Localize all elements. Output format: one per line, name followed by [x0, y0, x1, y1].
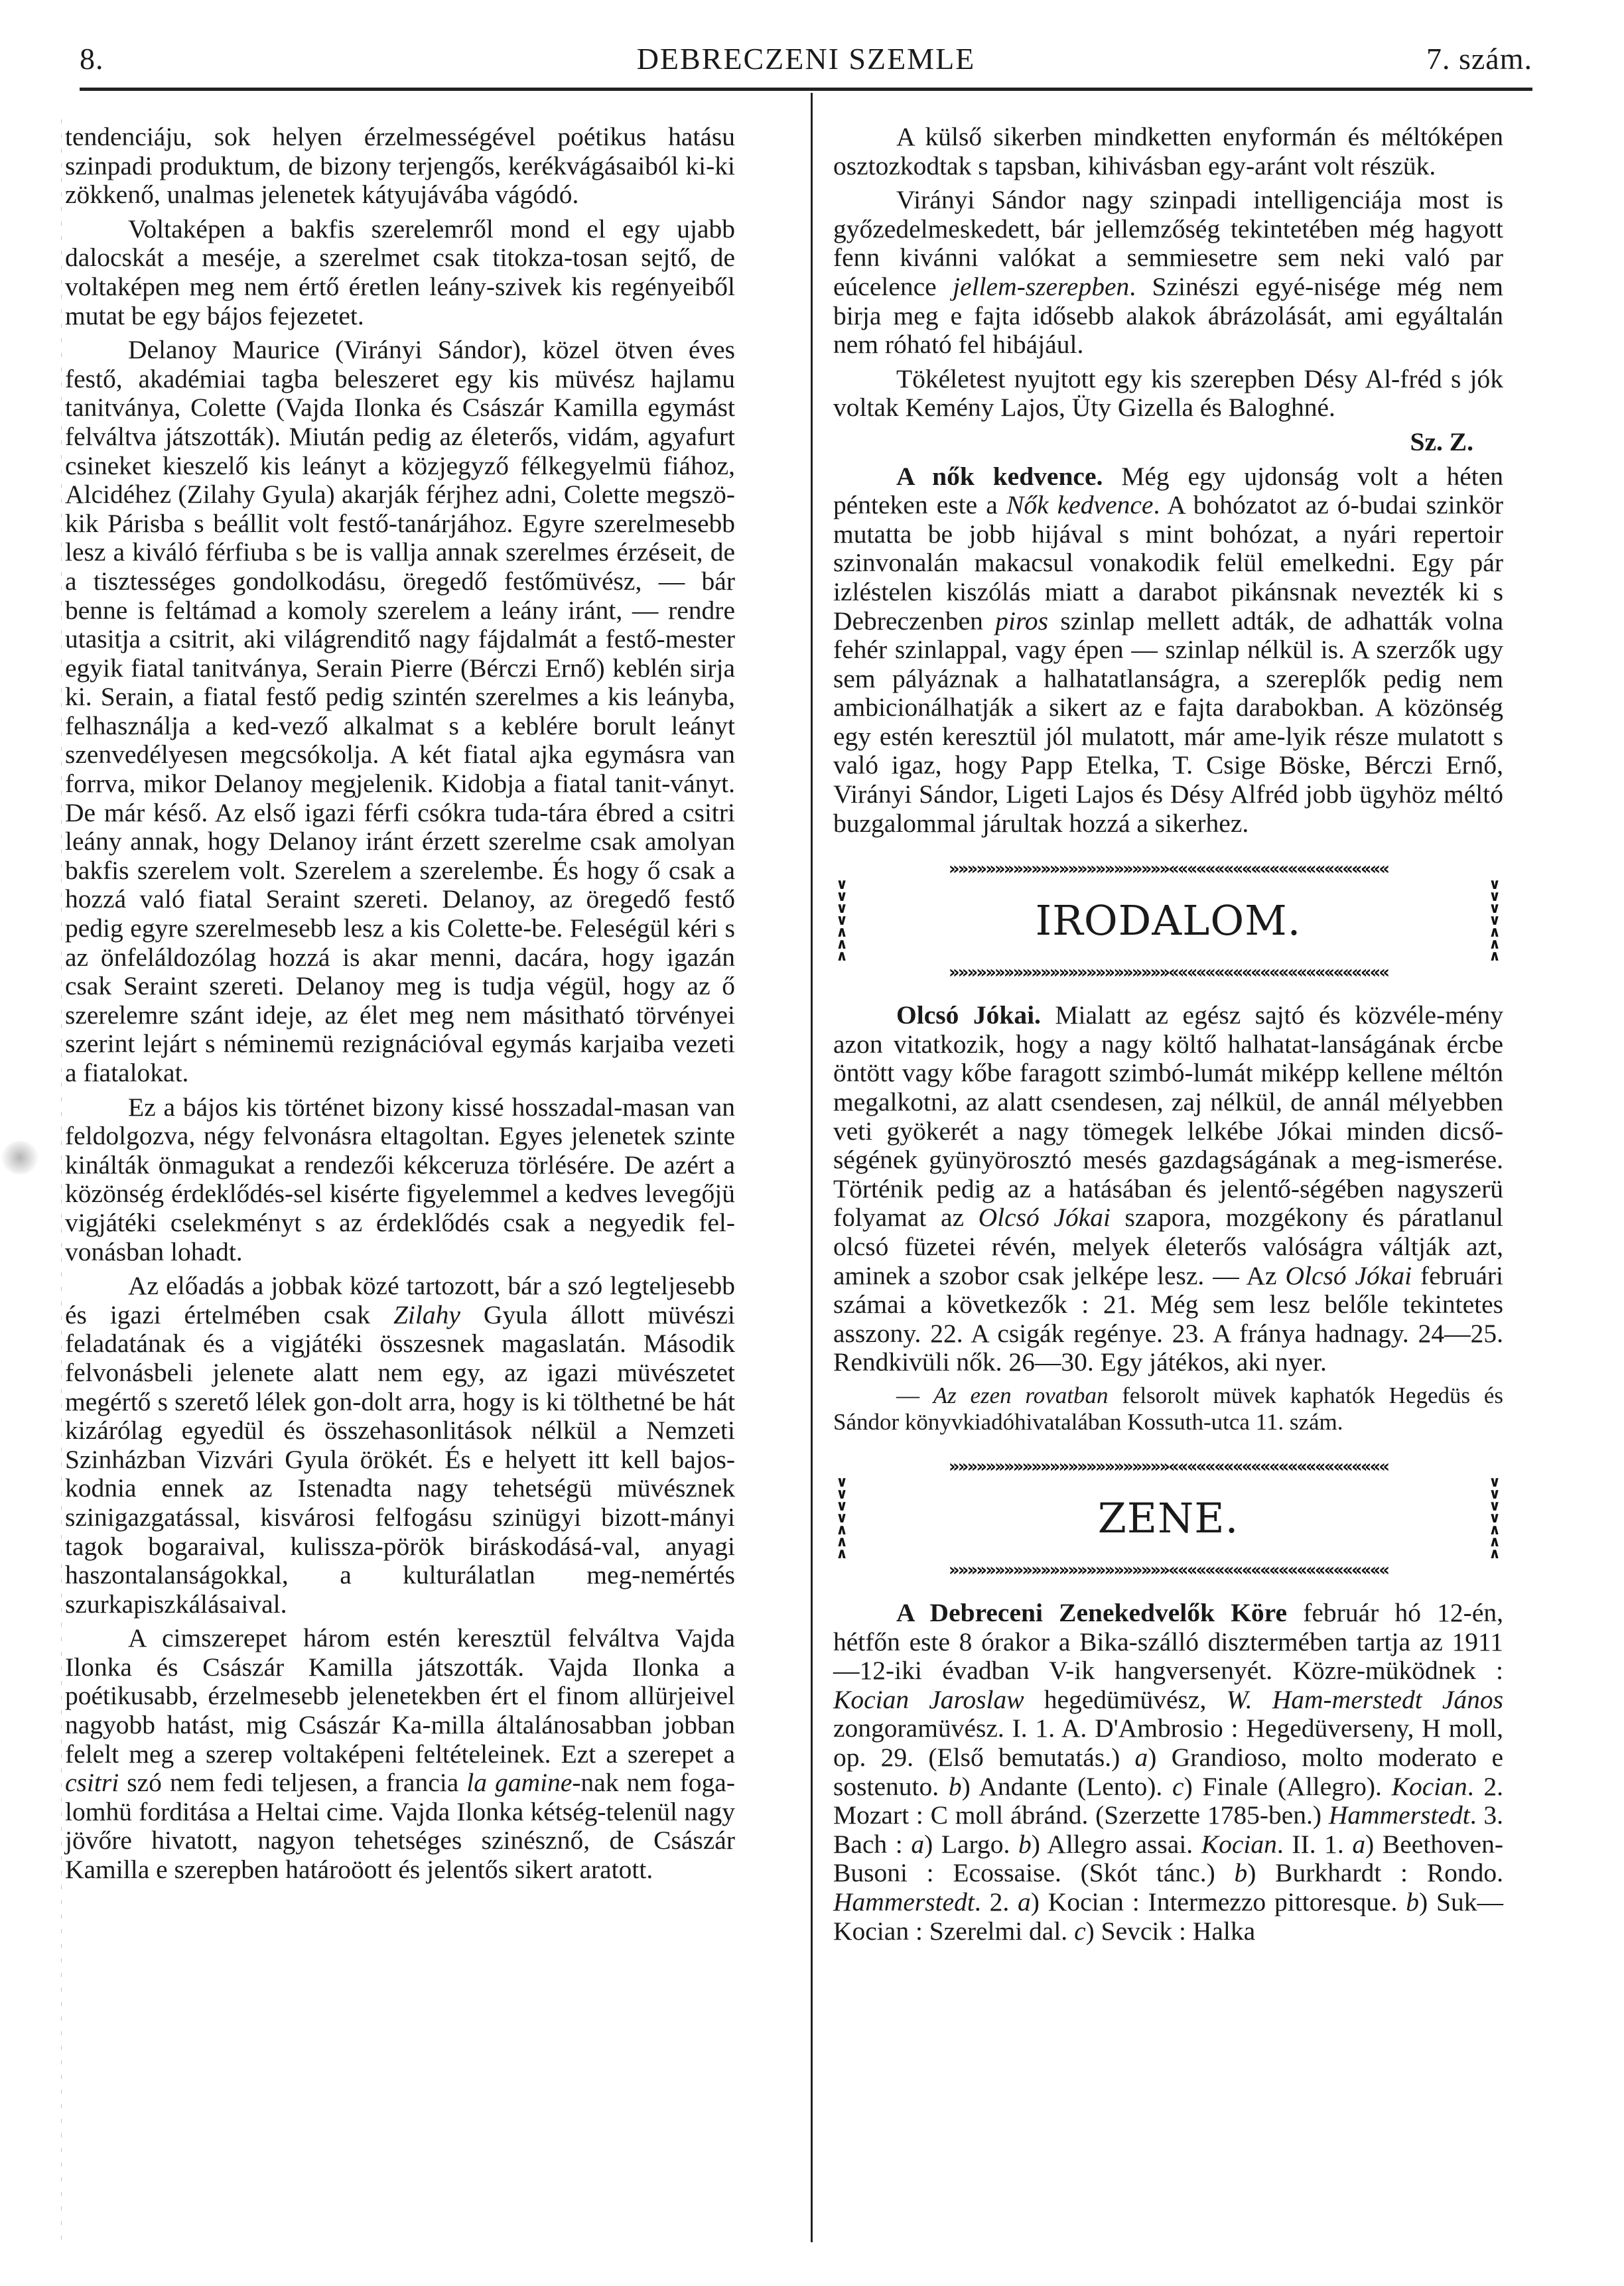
text-run: . II. 1. [1276, 1829, 1353, 1859]
text-run: ) Andante (Lento). [961, 1771, 1173, 1801]
text-run: szinlap mellett adták, de adhatták volna fehér szinlappal, vagy épen — szinlap nélkül is. A szerzők ugy sem pályáznak a halhatatlanságra, a szereplők pedig nem ambicionálhatják a sikert az e fajta darabokban. A közönség egy estén keresztül jól mulatott, már ame-lyik része mulatott s való igaz, hogy Papp Etelka, T. Csige Böske, Bérczi Ernő, Virányi Sándor, Ligeti Lajos és Désy Alfréd jobb ügyhöz méltó buzgalommal járultak hozzá a sikerhez. [833, 606, 1503, 838]
text-run: ) Burkhardt : Rondo. [1247, 1858, 1503, 1888]
paragraph: Delanoy Maurice (Virányi Sándor), közel ötven éves festő, akadémiai tagba beleszeret egy kis müvész hajlamu tanitványa, Colette (Vajda Ilonka és Császár Kamilla egymást felváltva játszották). Miután pedig az életerős, vidám, agyafurt csineket kieszelő kis leányt a közjegyző félkegyelmü fiához, Alcidéhez (Zilahy Gyula) akarják férjhez adni, Colette megszö-kik Párisba s beállit volt festő-tanárjához. Egyre szerelmesebb lesz a kiváló férfiuba s be is vallja annak szerelmes érzéseit, de a tisztességes gondolkodásu, öregedő festőmüvész, — bár benne is feltámad a komoly szerelem a leány iránt, — rendre utasitja a csitrit, aki világrenditő nagy fájdalmát a festő-mester egyik fiatal tanitványa, Serain Pierre (Bérczi Ernő) keblén sirja ki. Serain, a fiatal festő pedig szintén szerelmes a kis leányba, felhasználja a ked-vező alkalmat s a keblére borult leányt szenvedélyesen megcsókolja. A két fiatal ajka egymásra van forrva, mikor Delanoy megjelenik. Kidobja a fiatal tanit-ványt. De már késő. Az első igazi férfi csókra tuda-tára ébred a csitri leány annak, hogy Delanoy iránt érzett szerelme csak amolyan bakfis szerelem volt. Szerelem a szerelembe. És hogy ő csak a hozzá való fiatal Seraint szereti. Delanoy, az öregedő festő pedig egyre szerelmesebb lesz a kis Colette-be. Feleségül kéri s az önfeláldozólag hozzá is akar menni, dacára, hogy igazán csak Seraint szereti. Delanoy meg is tudja végül, hogy az ő szerelemre szánt ideje, az élet meg nem másitható törvényei szerint lejárt s néminemü rezignációval egymás karjaiba vezeti a fiatalokat. [65, 335, 735, 1087]
emphasis-text: b [948, 1771, 962, 1801]
text-run: . Szinészi egyé-nisége még nem birja meg e fajta idősebb alakok ábrázolását, ami egyáltalán nem róható fel hibájául. [833, 271, 1504, 360]
text-run: február hó 12-én, hétfőn este 8 órakor a Bika-szálló disztermében tartja az 1911—12-iki évadban V-ik hangversenyét. Közre-müködnek : [833, 1597, 1503, 1686]
ornament-border-icon: »»»»»»»»»»»»»»»»»»»»»»»»«««««««««««««««««««««««« [948, 1560, 1388, 1580]
paragraph [65, 1272, 735, 1619]
article-lead: Olcsó Jókai. [896, 1000, 1041, 1030]
chevron-ornament-icon: ∧ [836, 1533, 848, 1550]
chevron-ornament-icon: ∨ [1489, 900, 1501, 917]
left-column [65, 123, 735, 1890]
chevron-ornament-icon: ∨ [836, 1497, 848, 1514]
paragraph [833, 186, 1503, 360]
emphasis-text: la gamine [466, 1768, 573, 1798]
bookshop-note [833, 1382, 1503, 1436]
page-number: 8. [80, 42, 104, 76]
emphasis-text: a [911, 1829, 925, 1859]
chevron-ornament-icon: ∨ [836, 1476, 848, 1491]
emphasis-text: Nők kedvence [1006, 490, 1154, 520]
emphasis-text: jellem-szerepben [953, 271, 1130, 301]
text-run: Mialatt az egész sajtó és közvéle-mény azon vitatkozik, hogy a nagy költő halhatat-lanságának ércbe öntött vagy kőbe faragott szimbó-lumát miképp kellene méltón megalkotni, az alatt csendesen, zaj nélkül, de annál mélyebben veti gyökerét a nagy tömegek lelkébe Jókai minden dicső-ségének gyünyörosztó mesés gazdagságának a meg-ismerése. Történik pedig az a hatásában és jelentő-ségében nagyszerü folyamat az [833, 1000, 1503, 1233]
chevron-ornament-icon: ∨ [836, 900, 848, 917]
article-body [833, 462, 1503, 838]
emphasis-text: Kocian [1391, 1771, 1467, 1801]
chevron-ornament-icon: ∨ [836, 912, 848, 929]
text-run: ) Sevcik : Halka [1085, 1916, 1256, 1946]
ornament-border-icon: »»»»»»»»»»»»»»»»»»»»»»»»«««««««««««««««««««««««« [948, 1456, 1388, 1477]
chevron-ornament-icon: ∨ [1489, 1497, 1501, 1514]
emphasis-text: Kocian [1201, 1829, 1277, 1859]
chevron-ornament-icon: ∧ [836, 948, 848, 963]
issue-number: 7. szám. [1426, 42, 1532, 76]
text-run: ) Beethoven-Busoni : Ecossaise. (Skót tánc.) [833, 1829, 1503, 1888]
paragraph [65, 1624, 735, 1884]
paragraph: tendenciáju, sok helyen érzelmességével poétikus hatásu szinpadi produktum, de bizony terjengős, kerékvágásaiból ki-ki zökkenő, unalmas jelenetek kátyujávába vágódó. [65, 122, 735, 210]
chevron-ornament-icon: ∨ [1489, 1476, 1501, 1491]
text-run: szó nem fedi teljesen, a francia [119, 1768, 467, 1798]
text-run: hegedümüvész, [1024, 1684, 1227, 1714]
article-zenekedvelok-kore [833, 1599, 1503, 1946]
text-run: ) Allegro assai. [1031, 1829, 1201, 1859]
right-column [833, 123, 1503, 1951]
chevron-ornament-icon: ∨ [836, 1485, 848, 1503]
chevron-ornament-icon: ∧ [1489, 1521, 1501, 1538]
chevron-ornament-icon: ∧ [836, 1521, 848, 1538]
chevron-ornament-icon: ∧ [1489, 936, 1501, 953]
text-run: Virányi Sándor nagy szinpadi intelligenciája most is győzedelmeskedett, bár jellemzőség tekintetében még hagyott fenn kivánni valókat a semmiesetre sem neki való par eúcelence [833, 185, 1503, 301]
theatre-review-body [65, 123, 735, 1885]
text-run: zongoramüvész. I. 1. A. D'Ambrosio : Hegedüverseny, H moll, op. 29. (Első bemutatás.) [833, 1714, 1503, 1772]
article-nok-kedvence [833, 462, 1503, 839]
emphasis-text: Olcsó Jókai [1285, 1260, 1412, 1290]
emphasis-text: Az ezen rovatban [933, 1382, 1109, 1408]
paragraph: Ez a bájos kis történet bizony kissé hosszadal-masan van feldolgozva, négy felvonásra eltagoltan. Egyes jelenetek szinte kinálták önmagukat a rendezői kékceruza törlésére. De azért a közönség érdeklődés-sel kisérte figyelemmel a kedves levegőjü vigjátéki cselekményt s az érdeklődés csak a negyedik fel-vonásban lohadt. [65, 1092, 735, 1266]
article-body [833, 1000, 1503, 1377]
article-lead: A Debreceni Zenekedvelők Köre [896, 1597, 1288, 1627]
page-header [80, 41, 1532, 88]
chevron-ornament-icon: ∧ [836, 924, 848, 941]
text-run: Az előadás a jobbak közé tartozott, bár a szó legteljesebb és igazi értelmében csak [65, 1271, 735, 1329]
text-run: februári számai a következők : 21. Még sem lesz belőle tekintetes asszony. 22. A csigák regénye. 23. A fránya hadnagy. 24—25. Rendkivüli nők. 26—30. Egy játékos, aki nyer. [833, 1260, 1503, 1377]
text-run: — [896, 1382, 933, 1408]
text-run: -nak nem foga-lomhü forditása a Heltai cime. Vajda Ilonka kétség-telenül nagy jövőre hivatott, nagyon tehetséges szinésznő, de Császár Kamilla e szerepben határoöott és jelentős sikert aratott. [65, 1768, 735, 1885]
emphasis-text: b [1018, 1829, 1032, 1859]
text-run: ) Finale (Allegro). [1184, 1771, 1392, 1801]
text-run: ) Largo. [924, 1829, 1018, 1859]
emphasis-text: a [1134, 1742, 1148, 1772]
text-run: . 2. Mozart : C moll ábránd. (Szerzette 1785-ben.) [833, 1771, 1504, 1830]
chevron-ornament-icon: ∨ [1489, 1509, 1501, 1526]
chevron-ornament-icon: ∨ [836, 1509, 848, 1526]
text-run: Még egy ujdonság volt a héten pénteken este a [833, 461, 1503, 520]
paragraph: A külső sikerben mindketten enyformán és méltóképen osztozkodtak s tapsban, kihivásban egy-aránt volt részük. [833, 122, 1503, 180]
column-divider [811, 93, 813, 2242]
emphasis-text: a [1018, 1887, 1031, 1916]
section-title: ZENE. [1097, 1494, 1239, 1543]
emphasis-text: Zilahy [393, 1300, 460, 1329]
chevron-ornament-icon: ∨ [1489, 912, 1501, 929]
theatre-review-continued [833, 123, 1503, 423]
chevron-ornament-icon: ∧ [1489, 924, 1501, 941]
header-rule [80, 88, 1532, 91]
emphasis-text: csitri [65, 1768, 119, 1798]
text-run: szapora, mozgékony és páratlanul olcsó füzetei révén, melyek életerős valóságra váltják azt, aminek a szobor csak jelképe lesz. — Az [833, 1203, 1503, 1290]
chevron-ornament-icon: ∧ [1489, 1533, 1501, 1550]
paragraph: Tökéletest nyujtott egy kis szerepben Désy Al-fréd s jók voltak Kemény Lajos, Üty Gizella és Baloghné. [833, 364, 1503, 423]
article-body [833, 1598, 1503, 1946]
emphasis-text: c [1074, 1916, 1086, 1946]
emphasis-text: b [1406, 1887, 1420, 1916]
emphasis-text: Olcsó Jókai [978, 1203, 1111, 1233]
text-run: felsorolt müvek kaphatók Hegedüs és Sándor könyvkiadóhivatalában Kossuth-utca 11. szám. [833, 1382, 1504, 1435]
ornament-border-icon: »»»»»»»»»»»»»»»»»»»»»»»»«««««««««««««««««««««««« [948, 859, 1388, 880]
ornament-border-icon: »»»»»»»»»»»»»»»»»»»»»»»»«««««««««««««««««««««««« [948, 963, 1388, 983]
text-run: . A bohózatot az ó-budai szinkör mutatta be jobb hijával s mint bohózat, a nyári repertoir szinvonalán makacsul vonakodik felül emelkedni. Egy pár izléstelen kiszólás miatt a darabot pikánsnak nevezték ki s Debreczenben [833, 490, 1504, 636]
paragraph: Voltaképen a bakfis szerelemről mond el egy ujabb dalocskát a meséje, a szerelmet csak titokza-tosan sejtő, de voltaképen meg nem értő éretlen leány-szivek kis regényeiből mutat be egy bájos fejezetet. [65, 214, 735, 330]
section-header-irodalom [833, 859, 1503, 982]
author-signature: Sz. Z. [1410, 427, 1473, 456]
chevron-ornament-icon: ∧ [836, 936, 848, 953]
chevron-ornament-icon: ∨ [836, 879, 848, 894]
text-run: ) Suk—Kocian : Szerelmi dal. [833, 1887, 1504, 1946]
text-run: . 3. Bach : [833, 1800, 1504, 1859]
text-run: ) Grandioso, molto moderato e sostenuto. [833, 1742, 1503, 1801]
emphasis-text: piros [995, 606, 1048, 636]
text-run: Gyula állott müvészi feladatának és a vigjátéki összesnek magaslatán. Második felvonásbeli jelenete alatt nem egy, az igazi müvészetet megértő s szerető lélek gon-dolt arra, hogy is ki tölthetné be hát kizárólag egyedül és összehasonlitások nélkül a Nemzeti Szinházban Vizvári Gyula örökét. És e helyett itt kell bajos-kodnia ennek az Istenadta nagy tehetségü müvésznek szinigazgatással, kisvárosi felfogásu szinügyi bizott-mányi tagok bogaraival, kulissza-pörök biráskodásá-val, anyagi haszontalanságokkal, a kulturálatlan meg-nemértés szurkapiszkálásaival. [65, 1300, 735, 1619]
section-title: IRODALOM. [1035, 896, 1302, 945]
chevron-ornament-icon: ∨ [836, 888, 848, 906]
emphasis-text: Hammerstedt [833, 1887, 975, 1916]
chevron-ornament-icon: ∧ [1489, 1545, 1501, 1560]
emphasis-text: c [1172, 1771, 1184, 1801]
chevron-ornament-icon: ∧ [836, 1545, 848, 1560]
scan-margin-artifact [61, 119, 62, 2242]
article-lead: A nők kedvence. [896, 461, 1103, 491]
emphasis-text: a [1352, 1829, 1366, 1859]
emphasis-text: Kocian Jaroslaw [833, 1684, 1024, 1714]
ink-smudge [1, 1141, 38, 1174]
text-run: A cimszerepet három estén keresztül felváltva Vajda Ilonka és Császár Kamilla játszották. Vajda Ilonka a poétikusabb, érzelmesebb jelenetekben ért el finom allürjeivel nagyobb hatást, mig Császár Ka-milla általánosabban jobban felelt meg a szerep voltaképeni feltételeinek. Ezt a szerepet a [65, 1623, 735, 1769]
text-run: . 2. [974, 1887, 1018, 1916]
emphasis-text: Hammerstedt [1328, 1800, 1470, 1830]
article-olcso-jokai [833, 1001, 1503, 1377]
chevron-ornament-icon: ∨ [1489, 888, 1501, 906]
chevron-ornament-icon: ∨ [1489, 879, 1501, 894]
chevron-ornament-icon: ∨ [1489, 1485, 1501, 1503]
journal-title: DEBRECZENI SZEMLE [636, 42, 976, 76]
chevron-ornament-icon: ∧ [1489, 948, 1501, 963]
emphasis-text: b [1234, 1858, 1248, 1888]
section-header-zene [833, 1457, 1503, 1580]
emphasis-text: W. Ham-merstedt János [1226, 1684, 1503, 1714]
text-run: ) Kocian : Intermezzo pittoresque. [1030, 1887, 1406, 1916]
